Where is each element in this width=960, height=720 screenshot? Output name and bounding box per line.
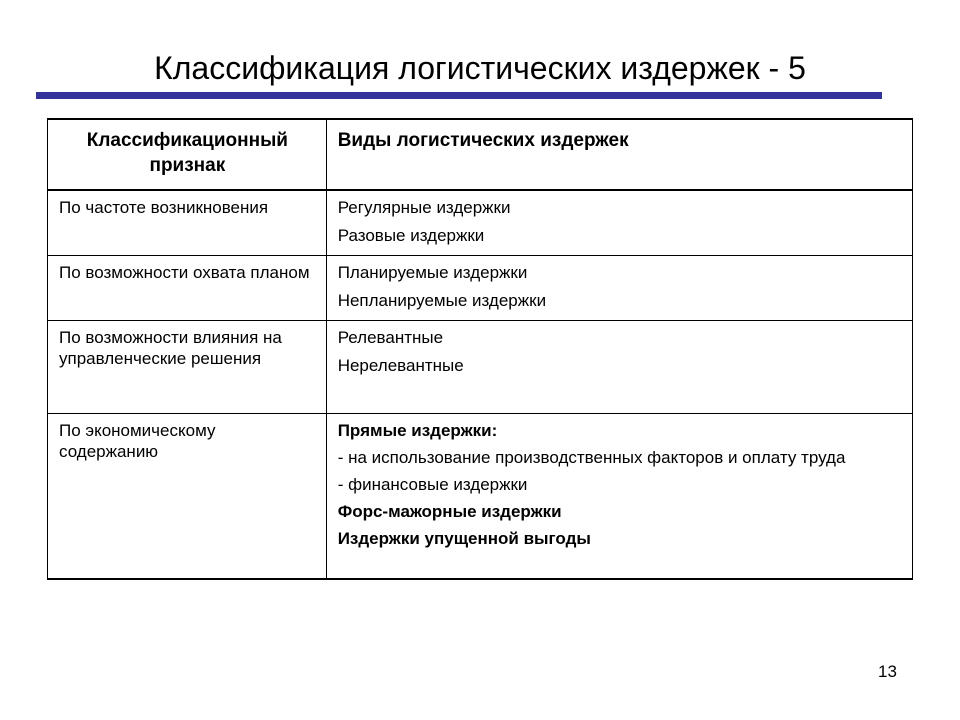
cost-type: Непланируемые издержки — [337, 291, 547, 310]
cost-type: Прямые издержки: — [337, 421, 498, 440]
header-cost-types: Виды логистических издержек — [326, 119, 912, 190]
cost-type: Релевантные — [337, 328, 444, 347]
page-number: 13 — [878, 662, 897, 681]
cost-types-cell — [326, 414, 912, 580]
cost-types-cell — [326, 321, 912, 414]
cost-type: Нерелевантные — [337, 356, 464, 375]
cost-type: Планируемые издержки — [337, 263, 528, 282]
criterion-cell: По возможности охвата планом — [48, 256, 327, 321]
criterion-cell: По экономическому содержанию — [48, 414, 327, 580]
cost-type: Форс-мажорные издержки — [337, 502, 562, 521]
table-header-row — [48, 119, 913, 190]
cost-type: - на использование производственных факторов и оплату труда — [337, 448, 846, 467]
header-criterion: Классификационный признак — [48, 119, 327, 190]
cost-type: Разовые издержки — [337, 226, 485, 245]
cost-type: Издержки упущенной выгоды — [337, 529, 591, 548]
cost-classification-table — [47, 118, 913, 580]
cost-types-cell — [326, 256, 912, 321]
slide-title: Классификация логистических издержек - 5 — [154, 50, 806, 86]
criterion-cell: По частоте возникновения — [48, 190, 327, 256]
cost-types-cell — [326, 190, 912, 256]
table-row — [48, 414, 913, 580]
cost-type: Регулярные издержки — [337, 198, 511, 217]
cost-type: - финансовые издержки — [337, 475, 528, 494]
criterion-cell: По возможности влияния на управленческие решения — [48, 321, 327, 414]
table-row — [48, 256, 913, 321]
table-row — [48, 190, 913, 256]
title-underline — [36, 92, 882, 99]
table-row — [48, 321, 913, 414]
